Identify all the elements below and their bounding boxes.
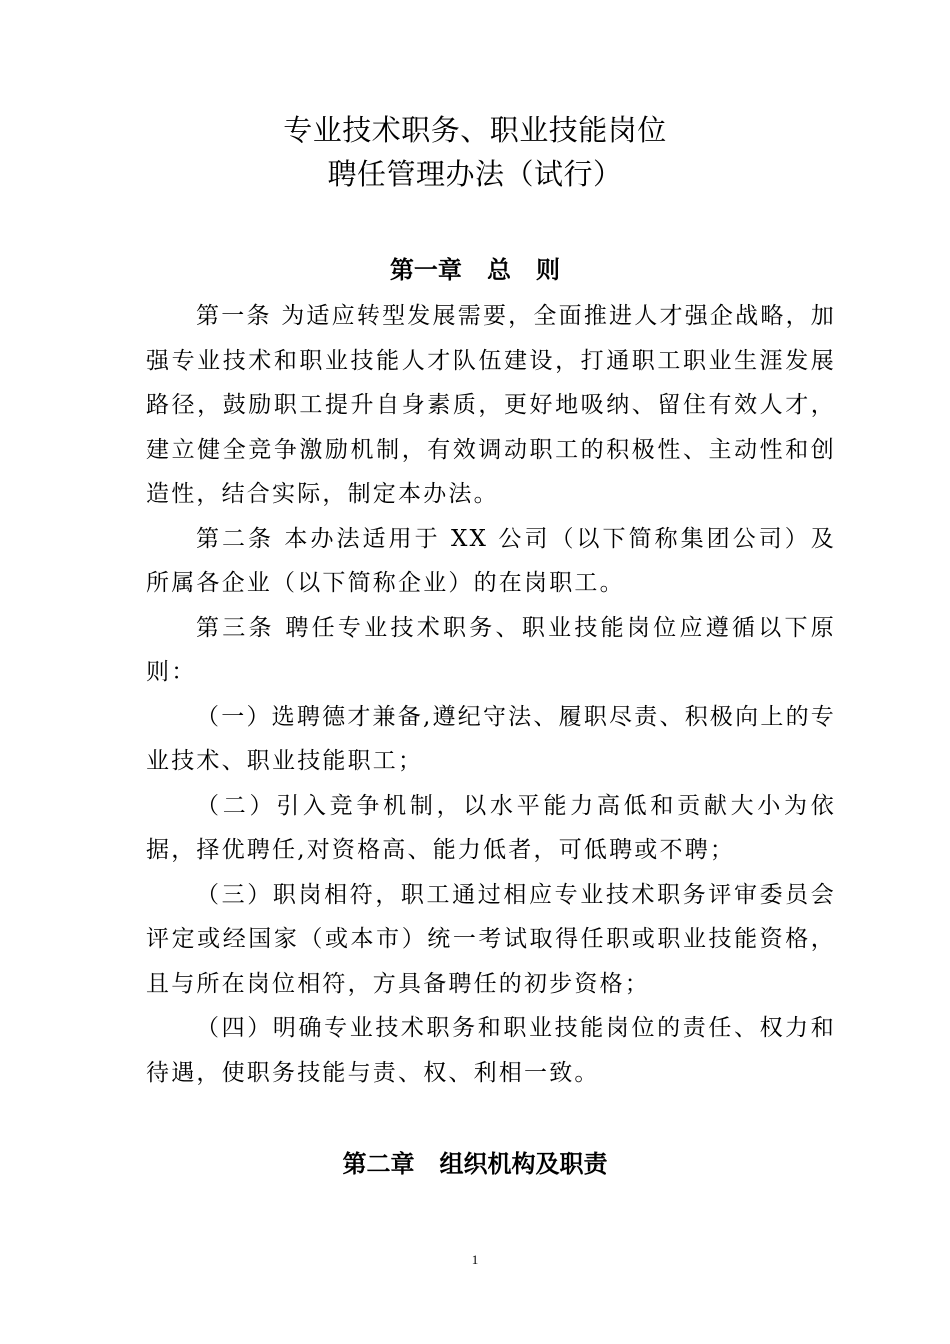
chapter-1-body [146, 294, 836, 1095]
document-title-line-1: 专业技术职务、职业技能岗位 [283, 113, 667, 147]
article-1-paragraph: 第一条 为适应转型发展需要，全面推进人才强企战略，加强专业技术和职业技能人才队伍建设，打通职工职业生涯发展路径，鼓励职工提升自身素质，更好地吸纳、留住有效人才，建立健全竞争激励机制，有效调动职工的积极性、主动性和创造性，结合实际，制定本办法。 [146, 303, 836, 507]
chapter-2-heading: 第二章 组织机构及职责 [342, 1150, 608, 1178]
principle-1-paragraph: （一）选聘德才兼备,遵纪守法、履职尽责、积极向上的专业技术、职业技能职工； [146, 703, 836, 774]
article-3-paragraph: 第三条 聘任专业技术职务、职业技能岗位应遵循以下原则： [146, 614, 836, 685]
document-title-line-2: 聘任管理办法（试行） [327, 157, 623, 191]
principle-4-paragraph: （四）明确专业技术职务和职业技能岗位的责任、权力和待遇，使职务技能与责、权、利相一致。 [146, 1015, 836, 1086]
chapter-1-heading: 第一章 总 则 [389, 256, 561, 284]
page-number: 1 [471, 1252, 479, 1267]
principle-2-paragraph: （二）引入竞争机制，以水平能力高低和贡献大小为依据，择优聘任,对资格高、能力低者，可低聘或不聘； [146, 792, 836, 863]
principle-3-paragraph: （三）职岗相符，职工通过相应专业技术职务评审委员会评定或经国家（或本市）统一考试取得任职或职业技能资格，且与所在岗位相符，方具备聘任的初步资格； [146, 881, 836, 997]
article-2-paragraph: 第二条 本办法适用于 XX 公司（以下简称集团公司）及所属各企业（以下简称企业）的在岗职工。 [146, 525, 836, 596]
